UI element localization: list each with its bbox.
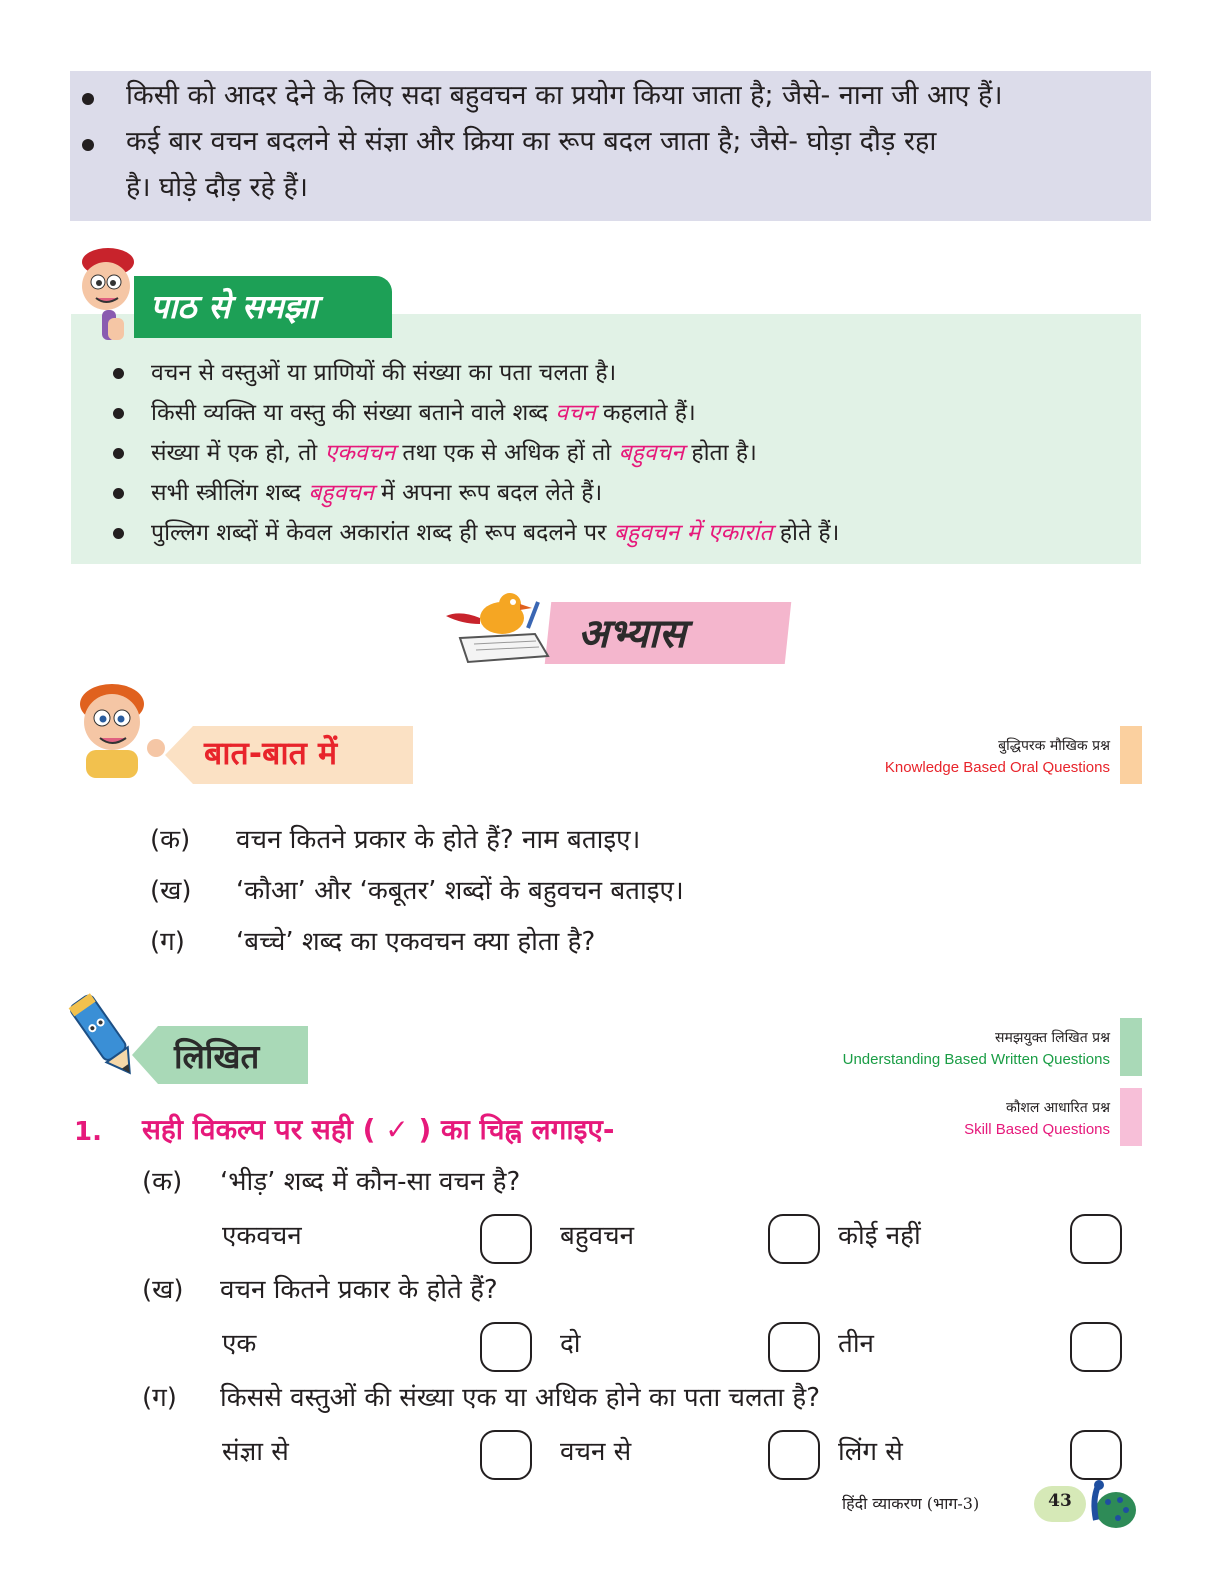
written-side-hindi: समझयुक्त लिखित प्रश्न — [995, 1030, 1110, 1046]
boy-mascot-icon — [68, 244, 148, 346]
oral-question: वचन कितने प्रकार के होते हैं? नाम बताइए। — [236, 825, 641, 855]
bullet — [82, 139, 94, 151]
oral-q-label: (क) — [150, 825, 191, 855]
note-box — [70, 71, 1151, 221]
option-label: वचन से — [560, 1437, 632, 1467]
option-label: एकवचन — [222, 1221, 302, 1251]
option-label: एक — [222, 1329, 257, 1359]
bullet — [113, 408, 124, 419]
note-line-1: किसी को आदर देने के लिए सदा बहुवचन का प्रयोग किया जाता है; जैसे- नाना जी आए हैं। — [126, 80, 1003, 111]
oral-side-hindi: बुद्धिपरक मौखिक प्रश्न — [998, 738, 1110, 754]
highlight-term: एकवचन — [324, 440, 396, 466]
option-checkbox[interactable] — [480, 1322, 532, 1372]
question-number: 1. — [74, 1117, 102, 1147]
written-side-english: Understanding Based Written Questions — [842, 1051, 1110, 1068]
oral-side-english: Knowledge Based Oral Questions — [884, 759, 1110, 776]
bird-writing-icon — [440, 588, 555, 668]
summary-title: पाठ से समझा — [150, 287, 318, 326]
oral-side-bar — [1120, 726, 1142, 784]
option-label: कोई नहीं — [838, 1221, 921, 1251]
summary-tab — [134, 276, 392, 338]
bullet — [113, 528, 124, 539]
note-line-2: कई बार वचन बदलने से संज्ञा और क्रिया का रूप बदल जाता है; जैसे- घोड़ा दौड़ रहा — [126, 126, 937, 157]
written-item-label: (ग) — [142, 1383, 177, 1413]
boy-waving-icon — [70, 678, 170, 778]
question-heading: सही विकल्प पर सही ( ✓ ) का चिह्न लगाइए- — [142, 1113, 615, 1146]
book-title: हिंदी व्याकरण (भाग-3) — [842, 1494, 980, 1513]
written-item-question: ‘भीड़’ शब्द में कौन-सा वचन है? — [220, 1167, 521, 1197]
summary-box — [71, 314, 1141, 564]
bullet — [82, 93, 94, 105]
bullet — [113, 368, 124, 379]
written-item-question: वचन कितने प्रकार के होते हैं? — [220, 1275, 498, 1305]
option-label: संज्ञा से — [222, 1437, 289, 1467]
summary-item-2: किसी व्यक्ति या वस्तु की संख्या बताने वाले शब्द वचन कहलाते हैं। — [151, 400, 696, 426]
option-label: लिंग से — [838, 1437, 903, 1467]
option-checkbox[interactable] — [1070, 1430, 1122, 1480]
option-label: तीन — [838, 1329, 874, 1359]
peacock-icon — [1078, 1476, 1138, 1534]
abhyas-title: अभ्यास — [578, 611, 686, 657]
skill-side-hindi: कौशल आधारित प्रश्न — [1005, 1100, 1110, 1116]
page-number: 43 — [1048, 1491, 1072, 1511]
oral-q-label: (ग) — [150, 927, 185, 957]
option-checkbox[interactable] — [768, 1214, 820, 1264]
option-label: बहुवचन — [560, 1221, 635, 1251]
option-checkbox[interactable] — [768, 1322, 820, 1372]
oral-question: ‘बच्चे’ शब्द का एकवचन क्या होता है? — [236, 927, 596, 957]
highlight-term: बहुवचन — [308, 480, 374, 506]
option-checkbox[interactable] — [1070, 1322, 1122, 1372]
bullet — [113, 448, 124, 459]
summary-item-4: सभी स्त्रीलिंग शब्द बहुवचन में अपना रूप बदल लेते हैं। — [151, 480, 603, 506]
written-item-label: (ख) — [142, 1275, 184, 1305]
note-line-3: है। घोड़े दौड़ रहे हैं। — [126, 172, 309, 203]
option-checkbox[interactable] — [1070, 1214, 1122, 1264]
option-checkbox[interactable] — [768, 1430, 820, 1480]
oral-title: बात-बात में — [204, 734, 338, 772]
option-checkbox[interactable] — [480, 1214, 532, 1264]
highlight-term: बहुवचन — [618, 440, 685, 466]
option-label: दो — [560, 1329, 581, 1359]
summary-item-5: पुल्लिग शब्दों में केवल अकारांत शब्द ही रूप बदलने पर बहुवचन में एकारांत होते हैं। — [151, 520, 840, 546]
written-title: लिखित — [174, 1037, 260, 1076]
skill-side-bar — [1120, 1088, 1142, 1146]
highlight-term: वचन — [555, 400, 596, 426]
written-item-question: किससे वस्तुओं की संख्या एक या अधिक होने का पता चलता है? — [220, 1383, 821, 1413]
option-checkbox[interactable] — [480, 1430, 532, 1480]
summary-item-3: संख्या में एक हो, तो एकवचन तथा एक से अधिक हों तो बहुवचन होता है। — [151, 440, 757, 466]
oral-question: ‘कौआ’ और ‘कबूतर’ शब्दों के बहुवचन बताइए। — [236, 876, 684, 906]
written-item-label: (क) — [142, 1167, 183, 1197]
bullet — [113, 488, 124, 499]
skill-side-english: Skill Based Questions — [964, 1121, 1110, 1138]
written-side-bar — [1120, 1018, 1142, 1076]
oral-q-label: (ख) — [150, 876, 192, 906]
summary-item-1: वचन से वस्तुओं या प्राणियों की संख्या का पता चलता है। — [151, 360, 617, 386]
highlight-term: बहुवचन में एकारांत — [613, 520, 773, 546]
